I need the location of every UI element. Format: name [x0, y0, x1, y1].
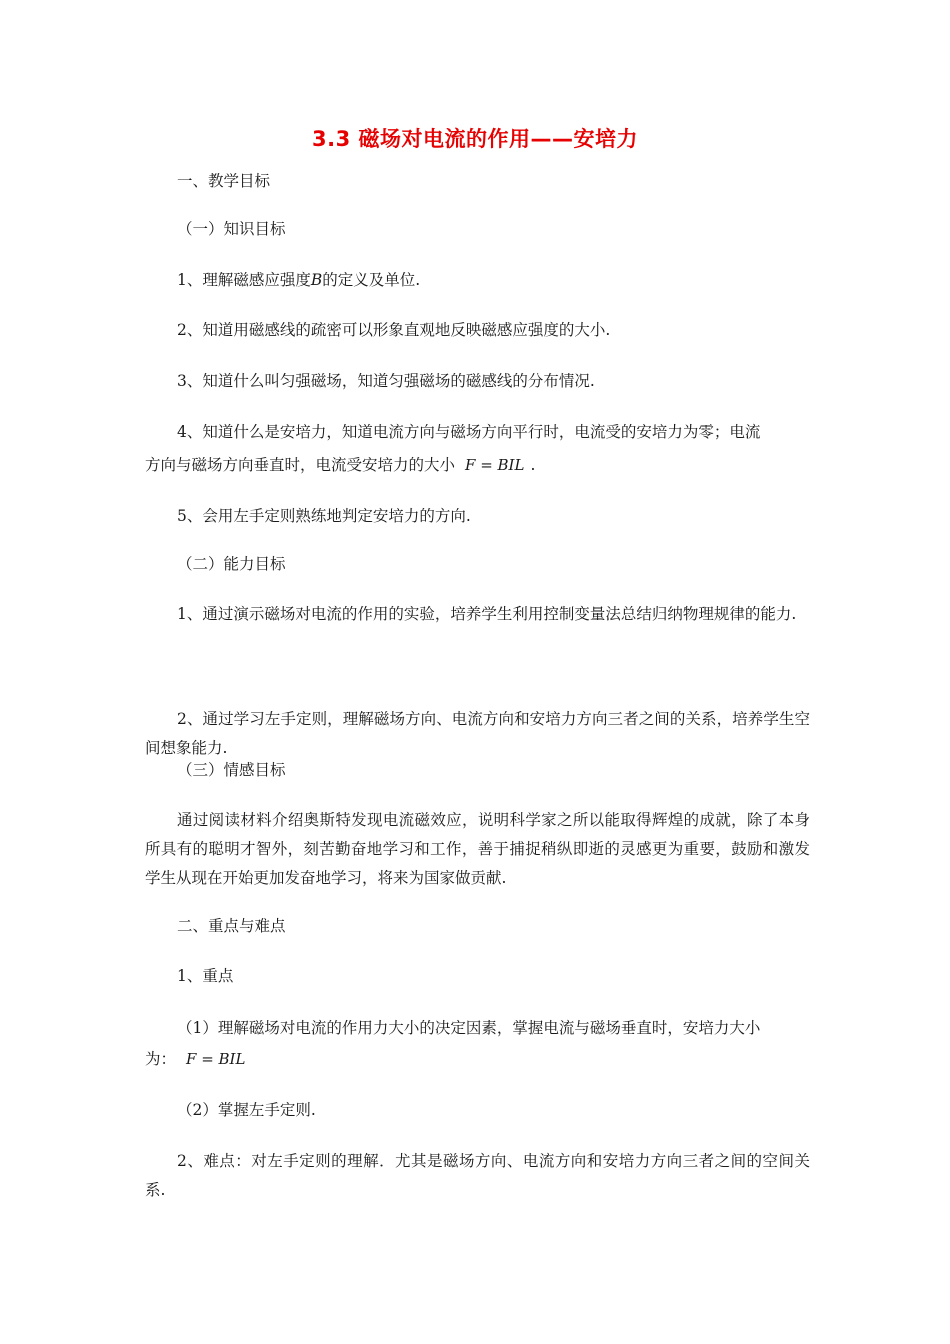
knowledge-item-1-text-end: 的定义及单位.	[322, 271, 421, 289]
knowledge-item-3: 3、知道什么叫匀强磁场，知道匀强磁场的磁感线的分布情况.	[177, 372, 595, 390]
key-point-2: （2）掌握左手定则.	[177, 1101, 316, 1119]
knowledge-item-2: 2、知道用磁感线的疏密可以形象直观地反映磁感应强度的大小.	[177, 321, 611, 339]
formula-ampere-force-2: F = BIL	[186, 1050, 246, 1068]
key-point-1-prefix: 为：	[145, 1050, 177, 1068]
knowledge-item-5: 5、会用左手定则熟练地判定安培力的方向.	[177, 507, 471, 525]
document-title: 3.3 磁场对电流的作用——安培力	[311, 127, 638, 151]
variable-b: B	[310, 271, 323, 289]
difficulty-paragraph: 2、难点：对左手定则的理解．尤其是磁场方向、电流方向和安培力方向三者之间的空间关系.	[145, 1152, 810, 1199]
subheading-emotion: （三）情感目标	[177, 761, 286, 779]
knowledge-item-4-line-1: 4、知道什么是安培力，知道电流方向与磁场方向平行时，电流受的安培力为零；电流	[177, 423, 761, 441]
section-heading-key-points: 二、重点与难点	[177, 917, 286, 935]
ability-item-2: 2、通过学习左手定则，理解磁场方向、电流方向和安培力方向三者之间的关系，培养学生空间想象能力.	[145, 710, 810, 757]
subheading-ability: （二）能力目标	[177, 555, 286, 573]
knowledge-item-4-text: 方向与磁场方向垂直时，电流受安培力的大小	[145, 456, 456, 474]
knowledge-item-1-text: 1、理解磁感应强度	[177, 271, 311, 289]
ability-item-1: 1、通过演示磁场对电流的作用的实验，培养学生利用控制变量法总结归纳物理规律的能力.	[177, 605, 797, 623]
formula-ampere-force: F = BIL	[465, 456, 525, 474]
knowledge-item-1	[145, 266, 810, 295]
knowledge-item-4-end: .	[530, 456, 536, 474]
key-point-1-line-1: （1）理解磁场对电流的作用力大小的决定因素，掌握电流与磁场垂直时，安培力大小	[177, 1019, 761, 1037]
section-heading-objectives: 一、教学目标	[177, 172, 271, 190]
knowledge-item-4-line-2	[145, 451, 810, 480]
key-point-heading: 1、重点	[177, 967, 234, 985]
subheading-knowledge: （一）知识目标	[177, 220, 286, 238]
key-point-1-line-2	[145, 1045, 810, 1074]
emotion-paragraph: 通过阅读材料介绍奥斯特发现电流磁效应，说明科学家之所以能取得辉煌的成就，除了本身所具有的聪明才智外，刻苦勤奋地学习和工作，善于捕捉稍纵即逝的灵感更为重要，鼓励和激发学生从现在开始更加发奋地学习，将来为国家做贡献.	[145, 811, 810, 887]
